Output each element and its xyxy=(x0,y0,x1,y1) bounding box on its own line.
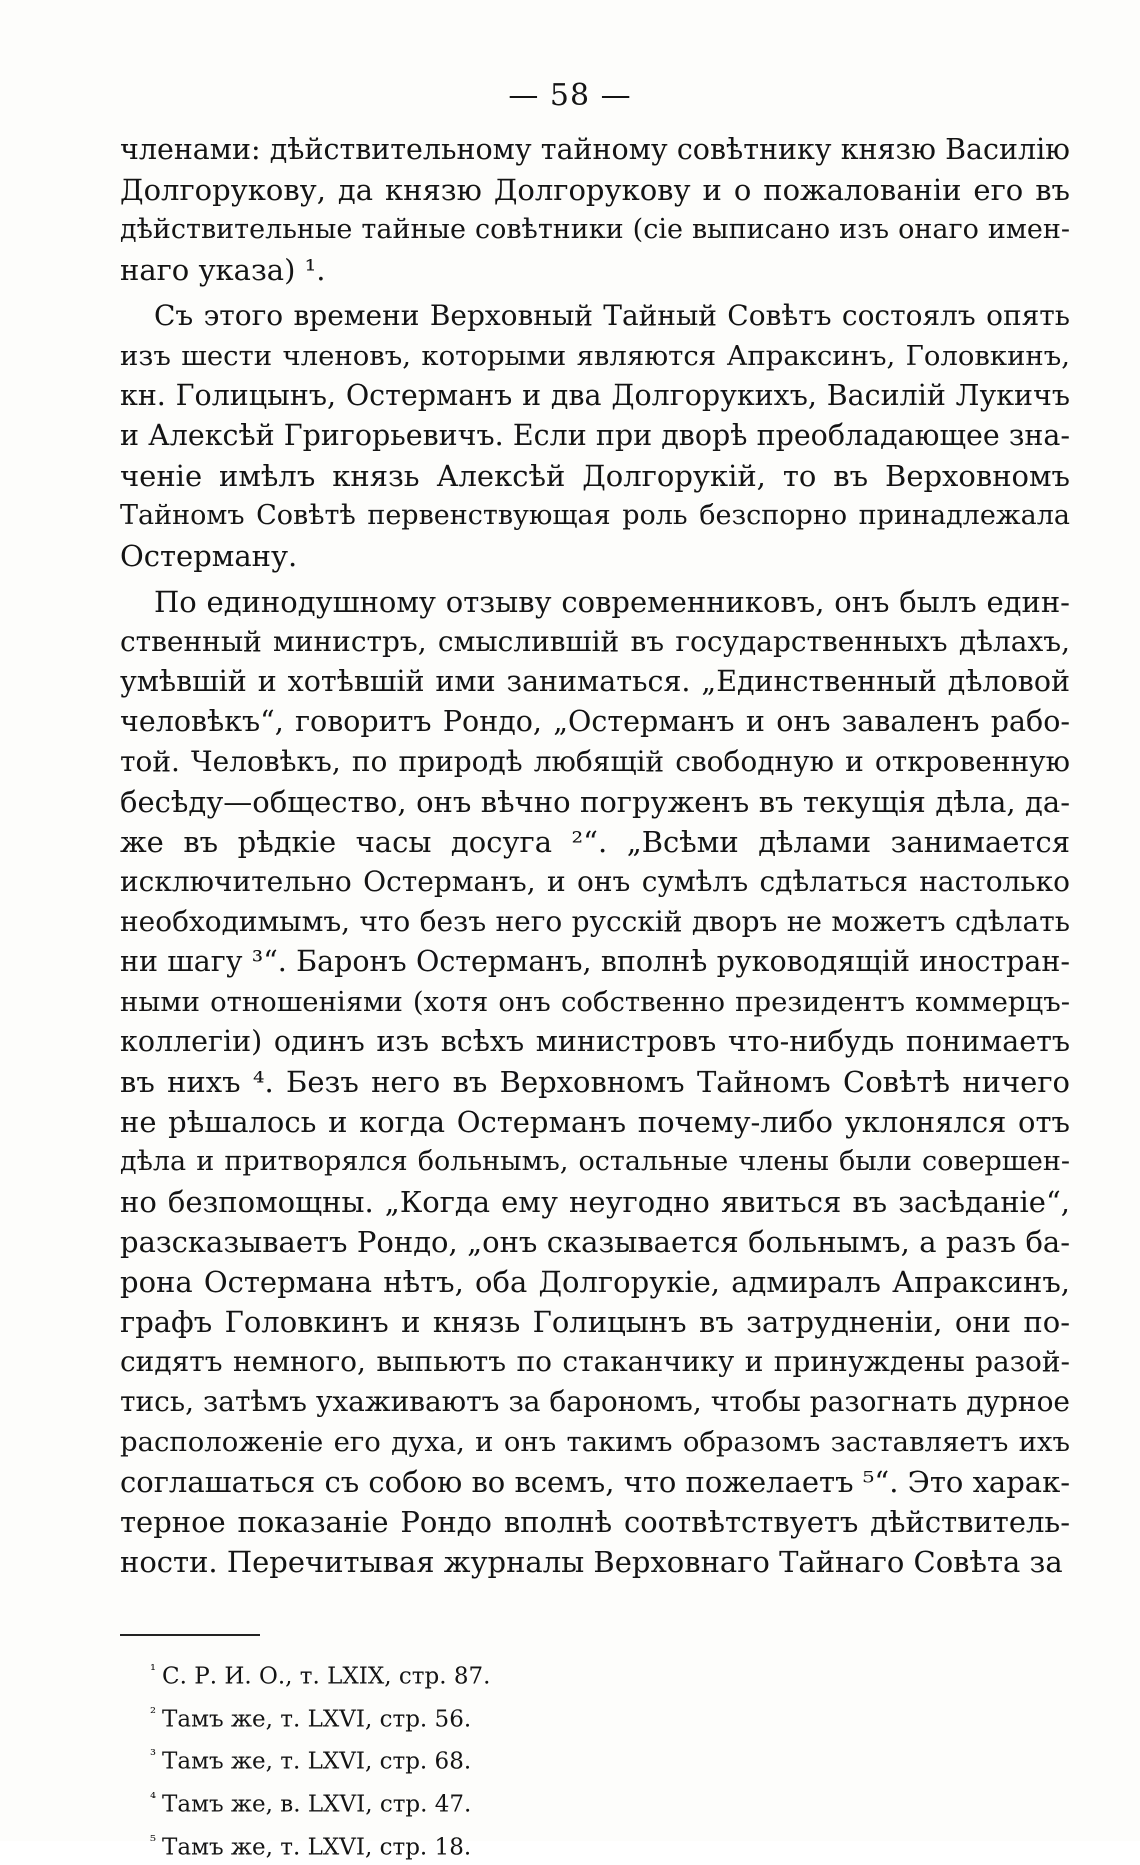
text-line: расположеніе его духа, и онъ такимъ образомъ заставляетъ ихъ xyxy=(120,1426,1070,1458)
footnote xyxy=(150,1695,850,1738)
text-line: дѣла и притворялся больнымъ, остальные члены были совершен- xyxy=(120,1146,1070,1177)
footnote-mark: ¹ xyxy=(150,1661,157,1679)
text-line: наго указа) ¹. xyxy=(120,253,326,287)
text-line: умѣвшій и хотѣвшій ими заниматься. „Единственный дѣловой xyxy=(120,665,1070,698)
paragraph xyxy=(120,582,1070,1582)
body-text xyxy=(120,130,1070,1588)
text-line: ности. Перечитывая журналы Верховнаго Тайнаго Совѣта за xyxy=(120,1545,1063,1579)
footnote-mark: ³ xyxy=(150,1746,157,1765)
footnote xyxy=(150,1737,850,1780)
text-line: разсказываетъ Рондо, „онъ сказывается больнымъ, а разъ ба- xyxy=(120,1225,1070,1259)
text-line: въ нихъ ⁴. Безъ него въ Верховномъ Тайномъ Совѣтѣ ничего xyxy=(120,1065,1070,1099)
text-line: ными отношеніями (хотя онъ собственно президентъ коммерцъ- xyxy=(120,986,1070,1018)
footnote-text: Тамъ же, т. LXVI, стр. 56. xyxy=(162,1706,472,1733)
footnote-mark: ⁵ xyxy=(150,1831,157,1850)
paragraph xyxy=(120,130,1070,290)
text-line: не рѣшалось и когда Остерманъ почему-либо уклонялся отъ xyxy=(120,1105,1070,1139)
text-line: Съ этого времени Верховный Тайный Совѣтъ состоялъ опять xyxy=(154,299,1070,332)
text-line: изъ шести членовъ, которыми являются Апраксинъ, Головкинъ, xyxy=(120,340,1070,372)
page-number: — 58 — xyxy=(508,78,632,113)
footnote-text: Тамъ же, т. LXVI, стр. 68. xyxy=(162,1748,472,1775)
text-line: той. Человѣкъ, по природѣ любящій свободную и откровенную xyxy=(120,745,1070,778)
text-line: и Алексѣй Григорьевичъ. Если при дворѣ преобладающее зна- xyxy=(120,419,1070,452)
text-line: кн. Голицынъ, Остерманъ и два Долгорукихъ, Василій Лукичъ xyxy=(120,379,1070,412)
text-line: соглашаться съ собою во всемъ, что пожелаетъ ⁵“. Это харак- xyxy=(120,1465,1070,1499)
text-line: Остерману. xyxy=(120,539,298,573)
text-line: дѣйствительные тайные совѣтники (сіе выписано изъ онаго имен- xyxy=(120,214,1070,245)
footnote-mark: ² xyxy=(150,1703,157,1722)
text-line: Долгорукову, да князю Долгорукову и о пожалованіи его въ xyxy=(120,173,1070,207)
footnote-rule xyxy=(120,1634,260,1636)
text-line: По единодушному отзыву современниковъ, онъ былъ един- xyxy=(154,585,1070,619)
text-line: же въ рѣдкіе часы досуга ²“. „Всѣми дѣлами занимается xyxy=(120,825,1070,859)
text-line: Тайномъ Совѣтѣ первенствующая роль безспорно принадлежала xyxy=(120,500,1070,531)
text-line: графъ Головкинъ и князь Голицынъ въ затрудненіи, они по- xyxy=(120,1305,1070,1339)
text-line: но безпомощны. „Когда ему неугодно явиться въ засѣданіе“, xyxy=(120,1185,1070,1219)
footnotes xyxy=(150,1652,850,1865)
footnote xyxy=(150,1652,850,1695)
text-line: бесѣду—общество, онъ вѣчно погруженъ въ текущія дѣла, да- xyxy=(120,785,1070,819)
text-line: исключительно Остерманъ, и онъ сумѣлъ сдѣлаться настолько xyxy=(120,865,1070,898)
footnote-text: Тамъ же, в. LXVI, стр. 47. xyxy=(162,1791,472,1818)
text-line: ченіе имѣлъ князь Алексѣй Долгорукій, то въ Верховномъ xyxy=(120,459,1070,493)
text-line: ственный министръ, смыслившій въ государственныхъ дѣлахъ, xyxy=(120,625,1070,658)
text-line: ни шагу ³“. Баронъ Остерманъ, вполнѣ руководящій иностран- xyxy=(120,945,1070,978)
text-line: терное показаніе Рондо вполнѣ соотвѣтствуетъ дѣйствитель- xyxy=(120,1505,1070,1539)
footnote-mark: ⁴ xyxy=(150,1788,157,1807)
footnote-text: Тамъ же, т. LXVI, стр. 18. xyxy=(162,1834,472,1861)
footnote-text: С. Р. И. О., т. LXIX, стр. 87. xyxy=(162,1663,491,1690)
text-line: сидятъ немного, выпьютъ по стаканчику и принуждены разой- xyxy=(120,1345,1070,1378)
footnote xyxy=(150,1823,850,1865)
footnote xyxy=(150,1780,850,1823)
text-line: человѣкъ“, говоритъ Рондо, „Остерманъ и онъ заваленъ рабо- xyxy=(120,705,1070,738)
text-line: членами: дѣйствительному тайному совѣтнику князю Василію xyxy=(120,133,1070,166)
text-line: коллегіи) одинъ изъ всѣхъ министровъ что-нибудь понимаетъ xyxy=(120,1025,1070,1058)
paragraph xyxy=(120,296,1070,576)
text-line: необходимымъ, что безъ него русскій дворъ не можетъ сдѣлать xyxy=(120,905,1070,938)
text-line: тись, затѣмъ ухаживаютъ за барономъ, чтобы разогнать дурное xyxy=(120,1385,1070,1418)
text-line: рона Остермана нѣтъ, оба Долгорукіе, адмиралъ Апраксинъ, xyxy=(120,1265,1070,1299)
